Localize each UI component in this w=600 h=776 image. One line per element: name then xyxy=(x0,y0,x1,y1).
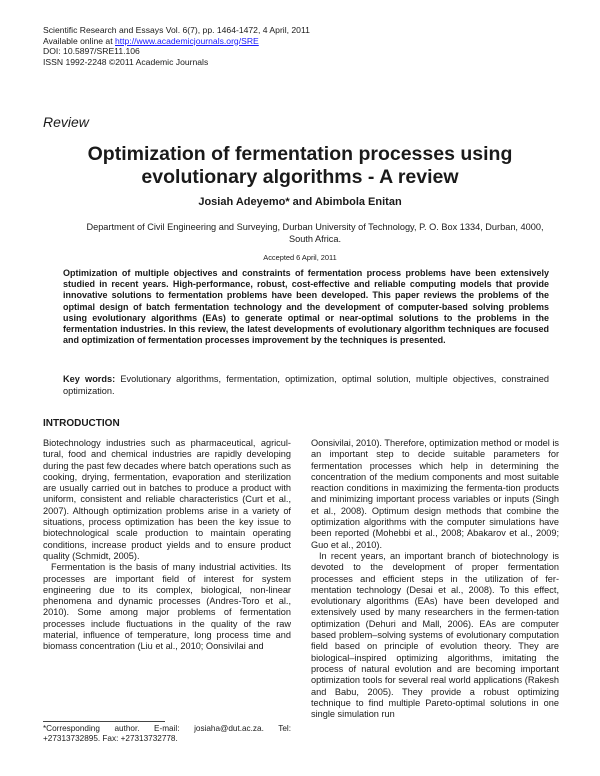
paragraph: Fermentation is the basis of many industrial activities. Its processes are important field of interest for system engineering due to its complex, biological, non-linear phenomena and dynamic processes (Andres-Toro et al., 2010). Some among major problems of fermentation processes include fluctuations in the quality of the raw material, influence of temperature, long process time and biomass concentration (Liu et al., 2010; Oonsivilai and xyxy=(43,562,291,652)
journal-url-link[interactable]: http://www.academicjournals.org/SRE xyxy=(115,35,259,46)
paragraph: Biotechnology industries such as pharmaceutical, agricul-tural, food and chemical industries are rapidly developing during the past few decades where batch operations such as cooking, drying, fermentation, evaporation and sterilization are usually carried out in batches to produce a product with uniform, consistent and reliable characteristics (Curt et al., 2007). Although optimization problems arise in a variety of situations, process optimization has been the key issue to biotechnological scale production to maintain operating conditions, increase product yields and to ensure product quality (Schmidt, 2005). xyxy=(43,438,291,561)
issn: ISSN 1992-2248 ©2011 Academic Journals xyxy=(43,56,209,67)
article-title: Optimization of fermentation processes using evolutionary algorithms - A review xyxy=(87,143,513,188)
journal-header xyxy=(43,25,310,67)
body-left-column xyxy=(43,438,291,653)
authors: Josiah Adeyemo* and Abimbola Enitan xyxy=(198,196,402,208)
keywords-label: Key words: xyxy=(63,374,116,384)
doi: DOI: 10.5897/SRE11.106 xyxy=(43,46,140,57)
paragraph: In recent years, an important branch of biotechnology is devoted to the development of proper fermentation processes and efficient steps in the utilization of fer-mentation technology (Desai et al., 2008). To this effect, evolutionary algorithms (EAs) have been developed and extensively used by many researchers in the fermen-tation optimization (Dehuri and Mall, 2006). EAs are computer based problem–solving systems of evolutionary computation field based on principle of evolution theory. They are biological–inspired optimizing algorithms, imitating the process of natural evolution and are becoming important optimization tools for several real world applications (Rakesh and Babu, 2005). They provide a robust optimizing technique to find multiple Pareto-optimal solutions in one single simulation run xyxy=(311,550,559,720)
affiliation: Department of Civil Engineering and Surveying, Durban University of Technology, P. O. Box 1334, Durban, 4000, South Africa. xyxy=(86,222,544,244)
keywords-text: Evolutionary algorithms, fermentation, optimization, optimal solution, multiple objectives, constrained optimization. xyxy=(63,374,549,396)
footnote-rule xyxy=(43,721,165,722)
keywords xyxy=(63,374,549,397)
accepted-date: Accepted 6 April, 2011 xyxy=(263,253,337,262)
article-type: Review xyxy=(43,114,89,130)
paragraph: Oonsivilai, 2010). Therefore, optimization method or model is an important step to decide suitable parameters for fermentation processes which help in determining the concentration of the medium components and most suitable reaction conditions in maximizing the fermenta-tion products and minimizing important process variables or inputs (Singh et al., 2008). Optimum design methods that combine the optimization algorithms with the computer simulations have been reported (Mohebbi et al., 2008; Abakarov et al., 2009; Guo et al., 2010). xyxy=(311,438,560,550)
body-right-column xyxy=(311,438,559,720)
online-prefix: Available online at xyxy=(43,35,115,46)
corresponding-author-footnote: *Corresponding author. E-mail: josiaha@dut.ac.za. Tel: +27313732895. Fax: +27313732778. xyxy=(43,724,291,744)
journal-citation: Scientific Research and Essays Vol. 6(7), pp. 1464-1472, 4 April, 2011 xyxy=(43,25,310,35)
section-heading: INTRODUCTION xyxy=(43,418,120,429)
online-availability xyxy=(43,36,310,47)
abstract: Optimization of multiple objectives and constraints of fermentation process problems have been extensively studied in recent years. High-performance, robust, cost-effective and reliable computing models that provide innovative solutions to fermentation problems have been developed. This paper reviews the problems of the optimal design of batch fermentation technology and the development of computer-based solving problems using evolutionary algorithms (EAs) to generate optimal or near-optimal solutions to the problems in the fermentation industries. In this review, the latest developments of evolutionary algorithm techniques are focused and optimization of fermentation processes improvement by the techniques is presented. xyxy=(63,268,549,346)
